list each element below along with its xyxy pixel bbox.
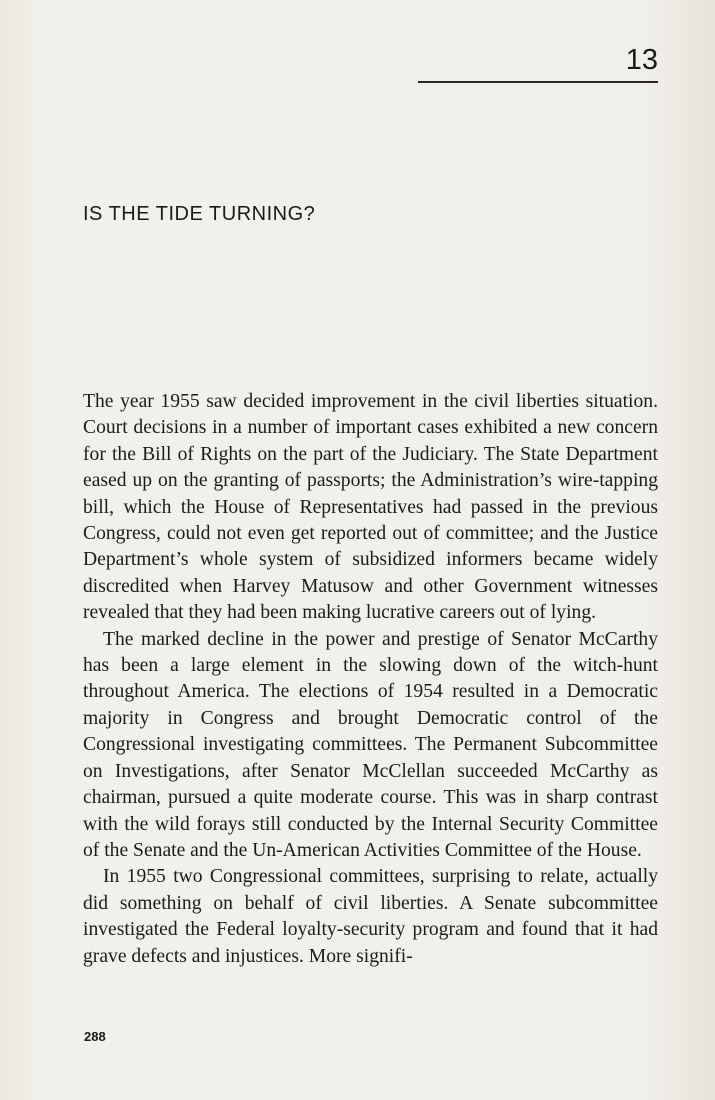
body-text: [83, 389, 658, 970]
chapter-title: IS THE TIDE TURNING?: [83, 203, 316, 225]
paragraph-1: The year 1955 saw decided improvement in the civil liberties situation. Court decisions in a number of important cases exhibited a new concern for the Bill of Rights on the part of the Judiciary. The State Department eased up on the granting of passports; the Administration’s wire-tapping bill, which the House of Representatives had passed in the previous Congress, could not even get reported out of committee; and the Justice Department’s whole system of subsidized informers became widely discredited when Harvey Matusow and other Government witnesses revealed that they had been making lucrative careers out of lying.: [83, 391, 658, 624]
page-number: 288: [84, 1029, 106, 1044]
paragraph-3: In 1955 two Congressional committees, surprising to relate, actually did something on behalf of civil liberties. A Senate subcommittee investigated the Federal loyalty-security program and found that it had grave defects and injustices. More signifi-: [83, 866, 658, 967]
chapter-number: 13: [625, 44, 658, 76]
chapter-rule: [418, 81, 658, 83]
paragraph-2: The marked decline in the power and prestige of Senator McCarthy has been a large element in the slowing down of the witch-hunt throughout America. The elections of 1954 resulted in a Democratic majority in Congress and brought Democratic control of the Congressional investigating committees. The Permanent Subcommittee on Investigations, after Senator McClellan succeeded McCarthy as chairman, pursued a quite moderate course. This was in sharp contrast with the wild forays still conducted by the Internal Security Committee of the Senate and the Un-American Activities Committee of the House.: [83, 628, 658, 861]
